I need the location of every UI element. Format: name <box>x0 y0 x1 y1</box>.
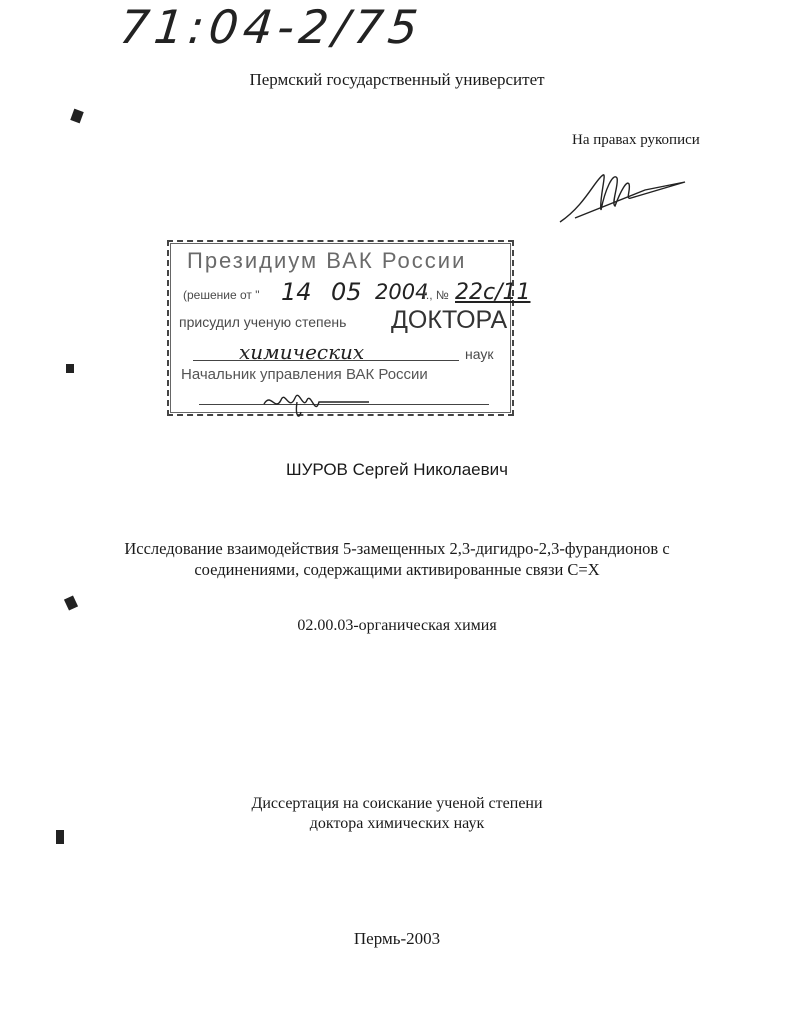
stamp-sciences: наук <box>465 346 494 362</box>
stamp-field: химических <box>239 340 365 364</box>
dissertation-title-line-2: соединениями, содержащими активированные связи C=X <box>194 560 600 579</box>
stamp-title: Президиум ВАК России <box>187 248 467 273</box>
dissertation-title-line-1: Исследование взаимодействия 5-замещенных 2,3-дигидро-2,3-фурандионов с <box>124 539 670 558</box>
stamp-date-year: 2004 <box>375 280 429 304</box>
stamp-signature <box>259 382 379 422</box>
stamp-degree: ДОКТОРА <box>391 306 508 334</box>
scan-mark <box>70 109 84 124</box>
scan-mark <box>66 364 74 373</box>
stamp-date-month: 05 <box>331 278 362 306</box>
dissertation-type-line-1: Диссертация на соискание ученой степени <box>251 795 543 812</box>
stamp-year-suffix: г., № <box>423 288 449 302</box>
specialty-code: 02.00.03-органическая химия <box>297 617 497 634</box>
scan-mark <box>64 595 78 610</box>
city-year: Пермь-2003 <box>353 929 441 948</box>
stamp-date-day: 14 <box>281 278 312 306</box>
stamp-award-text: присудил ученую степень <box>179 314 347 330</box>
university-name: Пермский государственный университет <box>249 70 545 89</box>
stamp-decision-number: 22с/11 <box>455 280 531 305</box>
scan-mark <box>56 830 64 844</box>
dissertation-type-line-2: доктора химических наук <box>309 815 485 832</box>
archive-code: 71:04-2/75 <box>117 0 426 54</box>
vak-stamp <box>167 240 531 416</box>
author-signature <box>555 160 695 230</box>
author-name: ШУРОВ Сергей Николаевич <box>285 460 508 479</box>
dissertation-title <box>0 538 794 580</box>
dissertation-type <box>0 794 794 834</box>
manuscript-note: На правах рукописи <box>572 132 700 148</box>
stamp-decision-prefix: (решение от " <box>183 288 260 302</box>
stamp-head-title: Начальник управления ВАК России <box>181 366 428 383</box>
